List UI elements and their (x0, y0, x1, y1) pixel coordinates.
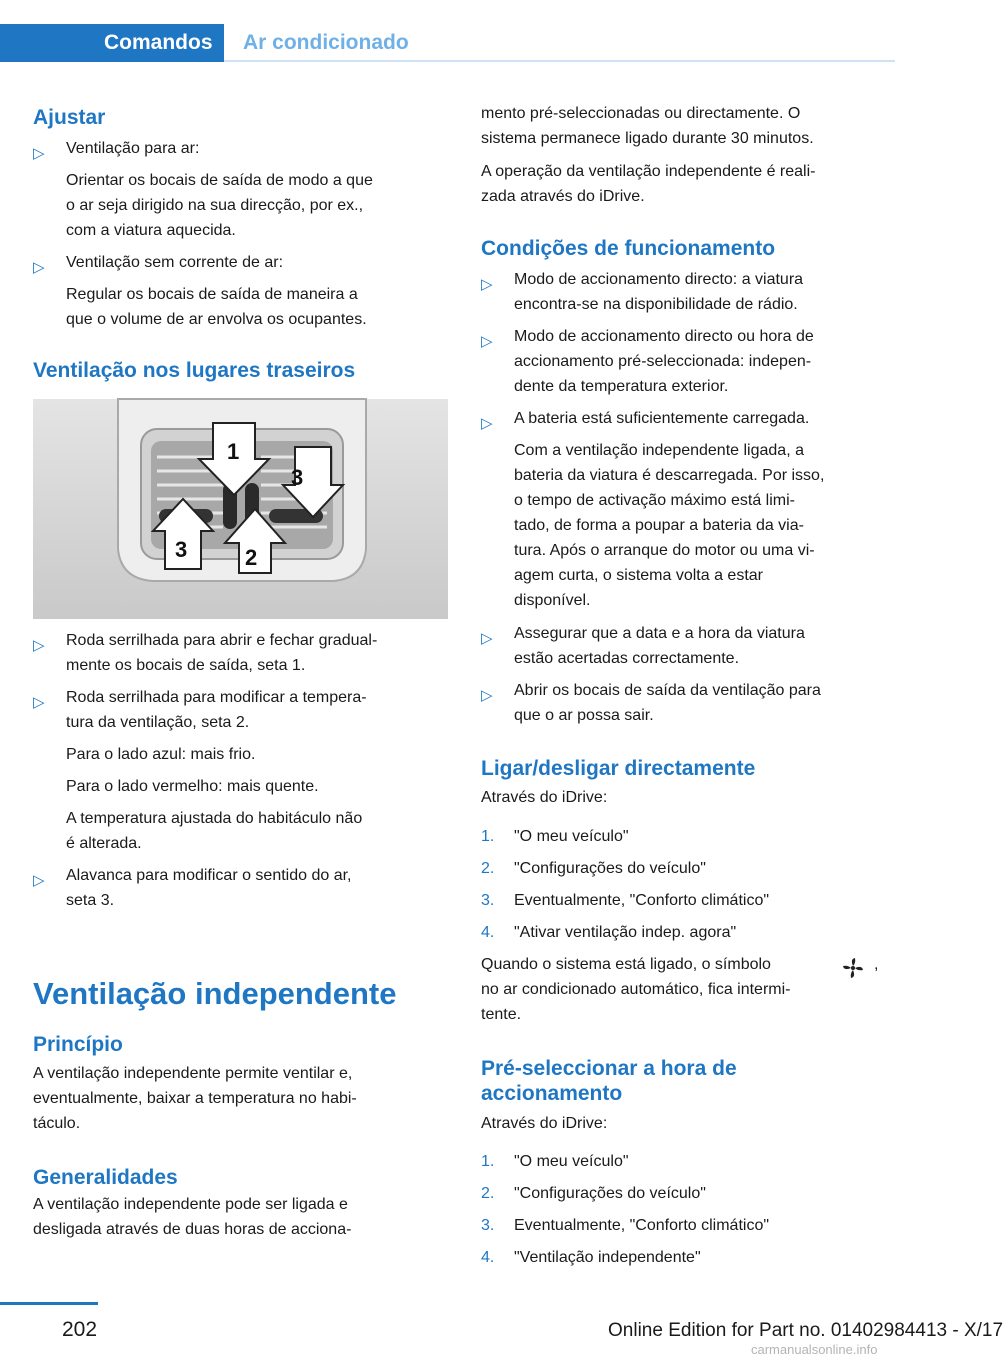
bullet-text: o ar seja dirigido na sua direcção, por ex., (66, 197, 364, 214)
watermark: carmanualsonline.info (751, 1342, 878, 1357)
bullet-text: mente os bocais de saída, seta 1. (66, 657, 306, 674)
body-text: tente. (481, 1006, 522, 1023)
bullet-text: Para o lado azul: mais frio. (66, 746, 256, 763)
list-number: 2. (481, 860, 495, 877)
list-item: "O meu veículo" (514, 828, 629, 845)
body-text: no ar condicionado automático, fica intermi- (481, 981, 791, 998)
bullet-text: estão acertadas correctamente. (514, 650, 740, 667)
heading-ligar-desligar: Ligar/desligar directamente (481, 757, 756, 780)
body-text: Quando o sistema está ligado, o símbolo (481, 956, 771, 973)
triangle-right-icon: ▷ (33, 259, 45, 276)
bullet-text: Assegurar que a data e a hora da viatura (514, 625, 805, 642)
list-item: "Ventilação independente" (514, 1249, 701, 1266)
bullet-text: agem curta, o sistema volta a estar (514, 567, 763, 584)
triangle-right-icon: ▷ (33, 637, 45, 654)
list-item: "O meu veículo" (514, 1153, 629, 1170)
bullet-text: encontra-se na disponibilidade de rádio. (514, 296, 798, 313)
bullet-text: dente da temperatura exterior. (514, 378, 729, 395)
heading-rear-ventilation: Ventilação nos lugares traseiros (33, 359, 356, 382)
fan-icon (840, 956, 866, 980)
list-number: 1. (481, 1153, 495, 1170)
bullet-text: que o ar possa sair. (514, 707, 654, 724)
bullet-text: Abrir os bocais de saída da ventilação para (514, 682, 821, 699)
bullet-text: Ventilação sem corrente de ar: (66, 254, 284, 271)
body-text: zada através do iDrive. (481, 188, 645, 205)
bullet-text: tado, de forma a poupar a bateria da via- (514, 517, 804, 534)
body-text: eventualmente, baixar a temperatura no habi- (33, 1090, 357, 1107)
list-item: "Configurações do veículo" (514, 860, 706, 877)
triangle-right-icon: ▷ (33, 145, 45, 162)
bullet-text: o tempo de activação máximo está limi- (514, 492, 795, 509)
bullet-text: Regular os bocais de saída de maneira a (66, 286, 358, 303)
page-header (0, 0, 960, 62)
list-number: 2. (481, 1185, 495, 1202)
header-divider (224, 60, 895, 62)
body-text: sistema permanece ligado durante 30 minutos. (481, 130, 814, 147)
bullet-text: Para o lado vermelho: mais quente. (66, 778, 319, 795)
triangle-right-icon: ▷ (481, 333, 493, 350)
footer-divider (0, 1302, 98, 1305)
edition-text: Online Edition for Part no. 01402984413 - X/17 (608, 1320, 1003, 1341)
list-number: 1. (481, 828, 495, 845)
rear-vent-illustration (33, 399, 448, 619)
list-item: Eventualmente, "Conforto climático" (514, 892, 770, 909)
list-number: 4. (481, 924, 495, 941)
bullet-text: com a viatura aquecida. (66, 222, 236, 239)
arrow-label: 1 (227, 439, 240, 464)
triangle-right-icon: ▷ (33, 694, 45, 711)
bullet-text: Modo de accionamento directo ou hora de (514, 328, 814, 345)
body-text: Através do iDrive: (481, 1115, 608, 1132)
bullet-text: accionamento pré-seleccionada: indepen- (514, 353, 812, 370)
bullet-text: seta 3. (66, 892, 115, 909)
heading-preselect: Pré-seleccionar a hora de (481, 1057, 737, 1080)
body-text: desligada através de duas horas de acciona- (33, 1221, 352, 1238)
body-text: A ventilação independente permite ventilar e, (33, 1065, 353, 1082)
bullet-text: bateria da viatura é descarregada. Por isso, (514, 467, 825, 484)
bullet-text: Ventilação para ar: (66, 140, 200, 157)
body-text: táculo. (33, 1115, 81, 1132)
body-text: , (874, 956, 879, 973)
bullet-text: é alterada. (66, 835, 142, 852)
bullet-text: Roda serrilhada para modificar a tempera- (66, 689, 367, 706)
bullet-text: Orientar os bocais de saída de modo a que (66, 172, 373, 189)
bullet-text: que o volume de ar envolva os ocupantes. (66, 311, 367, 328)
heading-ajustar: Ajustar (33, 106, 106, 129)
arrow-label: 2 (245, 545, 258, 570)
chapter-tab-comandos: Comandos (0, 24, 224, 62)
body-text: mento pré-seleccionadas ou directamente. O (481, 105, 801, 122)
body-text: A ventilação independente pode ser ligada e (33, 1196, 348, 1213)
body-text: Através do iDrive: (481, 789, 608, 806)
bullet-text: disponível. (514, 592, 591, 609)
bullet-text: tura da ventilação, seta 2. (66, 714, 250, 731)
list-item: "Configurações do veículo" (514, 1185, 706, 1202)
bullet-text: A temperatura ajustada do habitáculo não (66, 810, 363, 827)
list-number: 3. (481, 892, 495, 909)
triangle-right-icon: ▷ (481, 687, 493, 704)
triangle-right-icon: ▷ (33, 872, 45, 889)
page-number: 202 (62, 1318, 98, 1341)
bullet-text: Roda serrilhada para abrir e fechar gradual- (66, 632, 378, 649)
list-item: "Ativar ventilação indep. agora" (514, 924, 737, 941)
chapter-heading: Ventilação independente (33, 976, 397, 1011)
body-text: A operação da ventilação independente é reali- (481, 163, 816, 180)
bullet-text: tura. Após o arranque do motor ou uma vi- (514, 542, 815, 559)
heading-preselect-2: accionamento (481, 1082, 623, 1105)
heading-conditions: Condições de funcionamento (481, 237, 776, 260)
triangle-right-icon: ▷ (481, 276, 493, 293)
bullet-text: A bateria está suficientemente carregada. (514, 410, 810, 427)
bullet-text: Com a ventilação independente ligada, a (514, 442, 804, 459)
bullet-text: Alavanca para modificar o sentido do ar, (66, 867, 352, 884)
triangle-right-icon: ▷ (481, 630, 493, 647)
heading-principio: Princípio (33, 1033, 123, 1056)
heading-generalidades: Generalidades (33, 1166, 178, 1189)
arrow-label: 3 (175, 537, 188, 562)
list-number: 3. (481, 1217, 495, 1234)
list-number: 4. (481, 1249, 495, 1266)
section-tab-ar-condicionado: Ar condicionado (243, 31, 409, 54)
list-item: Eventualmente, "Conforto climático" (514, 1217, 770, 1234)
arrow-label: 3 (291, 465, 304, 490)
bullet-text: Modo de accionamento directo: a viatura (514, 271, 804, 288)
triangle-right-icon: ▷ (481, 415, 493, 432)
rear-vent-figure (33, 399, 448, 619)
